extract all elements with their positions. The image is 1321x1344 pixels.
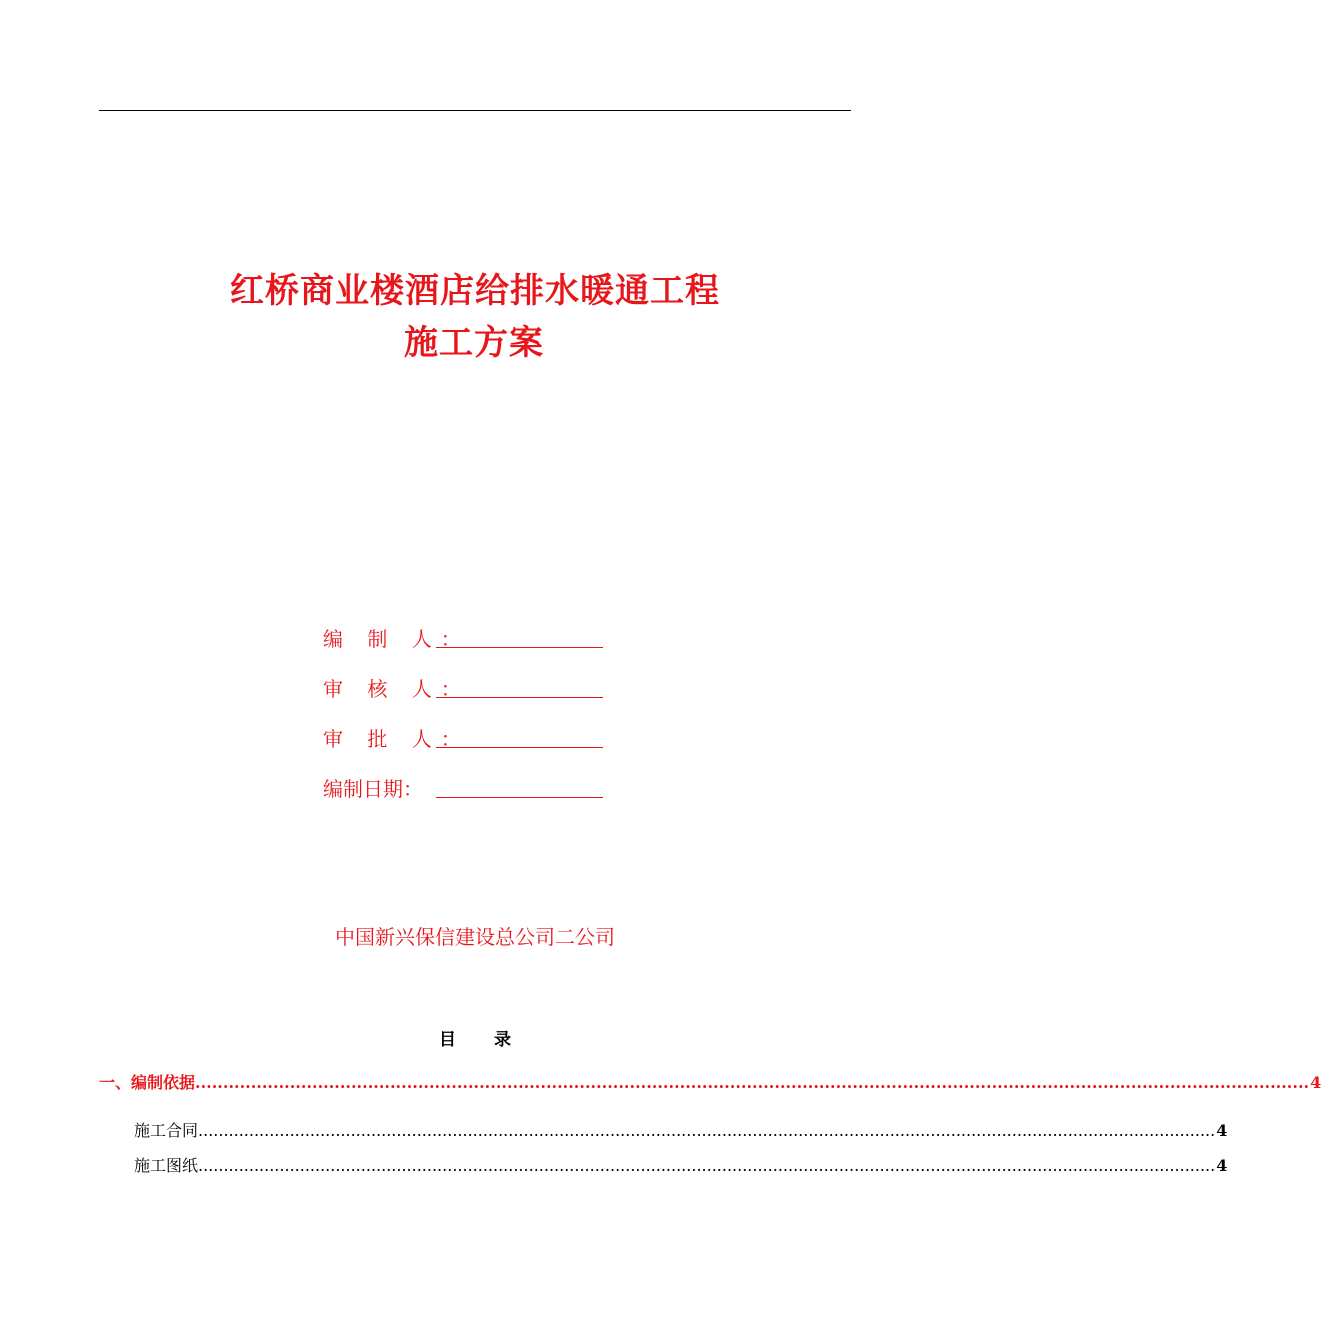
- signature-blank-line: [436, 647, 603, 648]
- document-subtitle: 施工方案: [404, 323, 544, 363]
- signature-label: 编制日期：: [323, 777, 423, 801]
- company-name: 中国新兴保信建设总公司二公司: [335, 925, 615, 949]
- toc-leader-dots: ........................................................................................................................................................................................................: [195, 1073, 1310, 1092]
- toc-entry-text: 一、编制依据: [99, 1073, 196, 1092]
- toc-entry-text: 施工合同: [134, 1121, 199, 1140]
- toc-entry[interactable]: [134, 1155, 1228, 1177]
- toc-leader-dots: ........................................................................................................................................................................................................: [198, 1156, 1216, 1175]
- toc-entry-text: 施工图纸: [134, 1156, 199, 1175]
- toc-page-number: 4: [1216, 1156, 1228, 1175]
- signature-blank-line: [436, 797, 603, 798]
- signature-label: 审 核 人：: [323, 677, 470, 701]
- signature-label: 编 制 人：: [323, 627, 470, 651]
- signature-label: 审 批 人：: [323, 727, 470, 751]
- toc-leader-dots: ........................................................................................................................................................................................................: [198, 1121, 1216, 1140]
- document-title: 红桥商业楼酒店给排水暖通工程: [230, 271, 720, 311]
- signature-blank-line: [436, 697, 603, 698]
- toc-page-number: 4: [1310, 1073, 1321, 1092]
- signature-blank-line: [436, 747, 603, 748]
- toc-entry[interactable]: [99, 1072, 1321, 1094]
- toc-entry[interactable]: [134, 1120, 1228, 1142]
- header-rule: [99, 110, 851, 111]
- toc-page-number: 4: [1216, 1121, 1228, 1140]
- toc-title: 目录: [439, 1030, 549, 1050]
